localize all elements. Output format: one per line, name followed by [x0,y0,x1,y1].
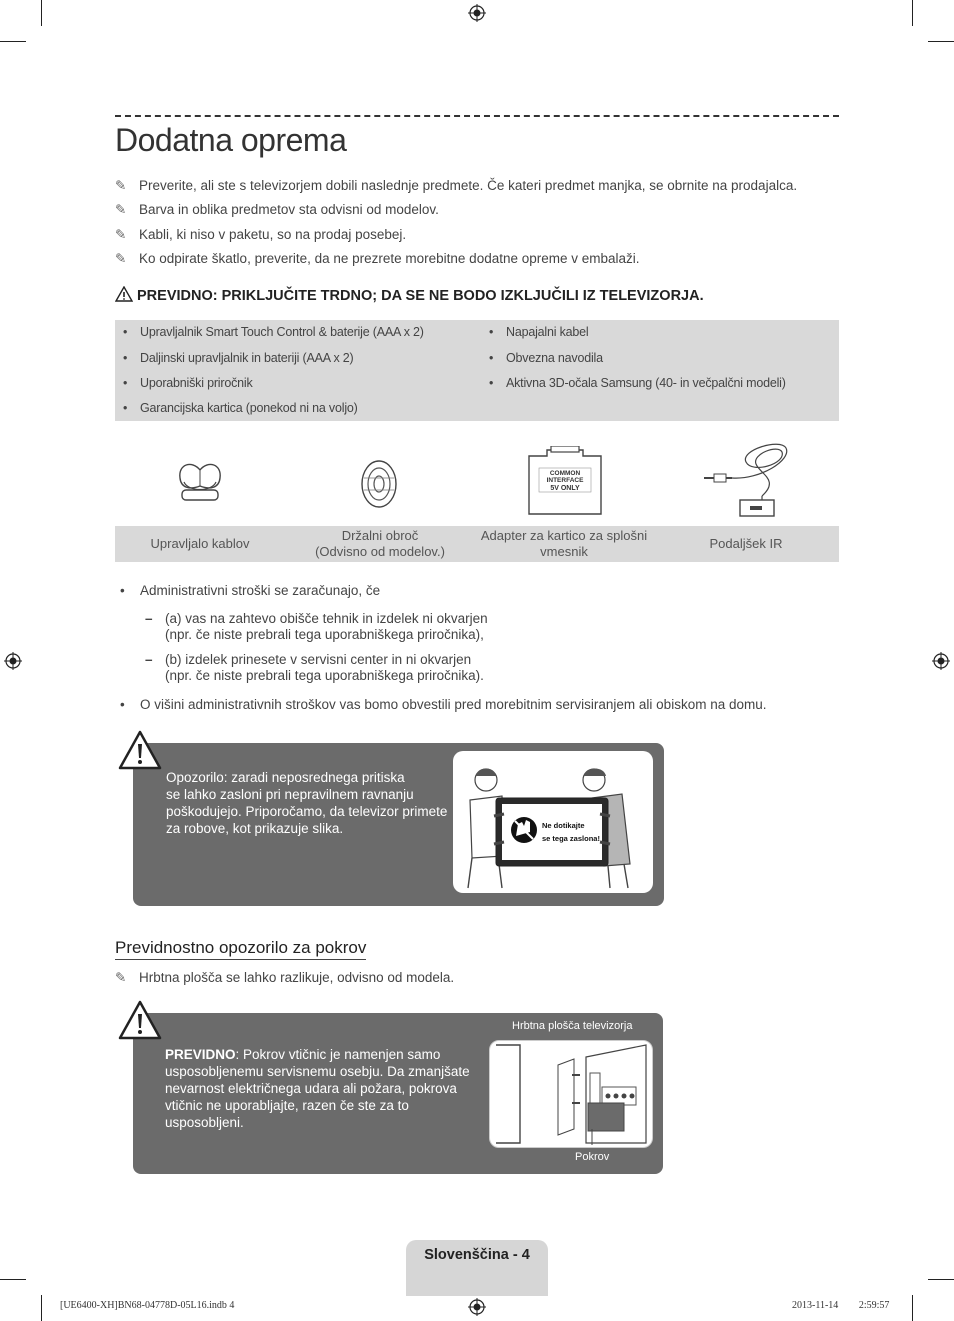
list-item: • O višini administrativnih stroškov vas bomo obvestili pred morebitnim servisiranjem ali obiskom na domu. [120,697,767,712]
list-item: • Aktivna 3D-očala Samsung (40- in večpalčni modeli) [506,376,786,390]
note-text: Ko odpirate škatlo, preverite, da ne prezrete morebitne dodatne opreme v embalaži. [139,251,640,266]
note-text: Kabli, ki niso v paketu, so na prodaj posebej. [139,227,407,242]
page-title: Dodatna oprema [115,122,347,158]
registration-mark-icon [468,1298,486,1316]
crop-mark [41,0,42,26]
warning-triangle-icon [115,286,133,302]
caution-line: : Pokrov vtičnic je namenjen samo [235,1047,441,1062]
crop-mark [928,41,954,42]
list-item: • Obvezna navodila [506,351,603,365]
section-heading: Previdnostno opozorilo za pokrov [115,938,366,960]
note-text: Hrbtna plošča se lahko razlikuje, odvisno od modela. [139,970,455,985]
caution-line: usposobljeni. [165,1115,244,1130]
holder-ring-icon [358,458,400,510]
caution-line: vtičnic ne uporabljajte, razen če ste za to [165,1098,409,1113]
caution-text [165,1046,470,1131]
pencil-note-icon: ✎ [115,970,127,985]
crop-mark [0,1279,26,1280]
caution-line [115,286,704,304]
list-item: • Uporabniški priročnik [140,376,253,390]
caption-text: (Odvisno od modelov.) [315,544,445,559]
note-text: Barva in oblika predmetov sta odvisni od modelov. [139,202,439,217]
note [115,970,454,986]
caution-text: PREVIDNO: PRIKLJUČITE TRDNO; DA SE NE BODO IZKLJUČILI IZ TELEVIZORJA. [137,288,704,304]
list-item [165,611,488,643]
caution-label: PREVIDNO [165,1047,236,1062]
dash-icon: – [145,611,153,626]
pencil-note-icon: ✎ [115,178,127,193]
caution-line: nevarnost električnega udara ali požara, pokrova [165,1081,457,1096]
caption-text: Držalni obroč [341,528,419,543]
caution-line: usposobljenemu servisnemu osebju. Da zmanjšate [165,1064,470,1079]
pencil-note-icon: ✎ [115,227,127,242]
page-number: Slovenščina - 4 [424,1247,530,1263]
caption-text: Podaljšek IR [709,536,783,551]
pencil-note-icon: ✎ [115,202,127,217]
admin-case-b: (b) izdelek prinesete v servisni center in ni okvarjen [165,652,472,667]
warning-triangle-icon [118,1000,162,1040]
admin-case-b-note: (npr. če niste prebrali tega uporabniškega priročnika). [165,668,484,683]
sign-line: se tega zaslona! [542,834,600,843]
list-item: • Daljinski upravljalnik in bateriji (AAA x 2) [140,351,354,365]
crop-mark [912,0,913,26]
ir-extender-icon [700,440,792,520]
accessory-caption [115,526,285,562]
registration-mark-icon [4,652,22,670]
admin-case-a: (a) vas na zahtevo obišče tehnik in izdelek ni okvarjen [165,611,488,626]
list-item: • Napajalni kabel [506,325,588,339]
warning-triangle-icon [118,730,162,770]
cover-label: Pokrov [575,1151,610,1163]
crop-mark [912,1295,913,1321]
pencil-note-icon: ✎ [115,251,127,266]
cable-manager-icon [174,458,226,506]
list-item: • Administrativni stroški se zaračunajo, če [120,583,381,598]
caption-text: Upravljalo kablov [150,536,250,551]
warning-line: Opozorilo: zaradi neposrednega pritiska [166,770,405,785]
warning-text [166,769,447,837]
warning-line: se lahko zasloni pri nepravilnem ravnanju [166,787,414,802]
admin-case-a-note: (npr. če niste prebrali tega uporabniškega priročnika), [165,627,484,642]
ci-card-label: COMMON INTERFACE [546,470,584,484]
note [115,178,797,194]
caption-text: vmesnik [540,544,588,559]
registration-mark-icon [468,4,486,22]
list-item [165,652,484,684]
accessory-caption [290,526,470,562]
note [115,251,640,267]
print-slug-date: 2013-11-14 ￿￿ 2:59:57 [792,1300,890,1311]
caption-text: Adapter za kartico za splošni [480,528,648,543]
registration-mark-icon [932,652,950,670]
note-text: Preverite, ali ste s televizorjem dobili naslednje predmete. Če kateri predmet manjka, se obrnite na prodajalca. [139,178,798,193]
dash-icon: – [145,652,153,667]
admin-intro: Administrativni stroški se zaračunajo, če [140,583,381,598]
accessory-caption [660,526,832,562]
warning-line: za robove, kot prikazuje slika. [166,821,344,836]
sign-line: Ne dotikajte [542,821,585,830]
crop-mark [928,1279,954,1280]
list-item: • Garancijska kartica (ponekod ni na voljo) [140,401,358,415]
note [115,202,439,218]
title-divider [115,115,839,117]
tv-back-cover-illustration [492,1043,650,1145]
crop-mark [41,1295,42,1321]
crop-mark [0,41,26,42]
list-item: • Upravljalnik Smart Touch Control & baterije (AAA x 2) [140,325,424,339]
print-slug-file: [UE6400-XH]BN68-04778D-05L16.indb 4 [60,1300,235,1311]
back-panel-label: Hrbtna plošča televizorja [512,1020,633,1032]
warning-line: poškodujejo. Priporočamo, da televizor primete [166,804,448,819]
note [115,227,406,243]
page-number-tab [406,1240,548,1296]
accessory-caption [470,526,658,562]
admin-info: O višini administrativnih stroškov vas bomo obvestili pred morebitnim servisiranjem ali obiskom na domu. [140,697,767,712]
ci-card-voltage-label: 5V ONLY [550,485,580,492]
tv-sign-text [542,819,600,845]
